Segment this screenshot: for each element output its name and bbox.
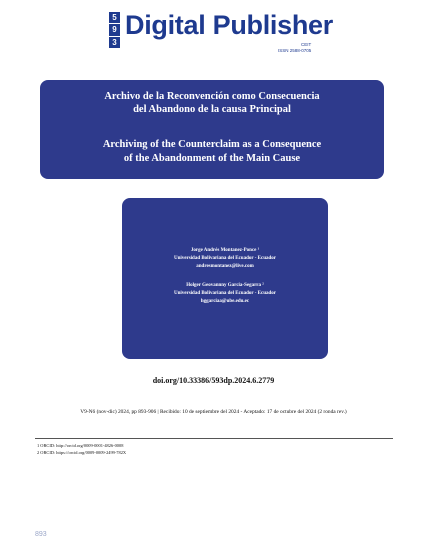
- doi-link[interactable]: doi.org/10.33386/593dp.2024.6.2779: [152, 376, 275, 385]
- logo-issn: ISSN 2588-0705: [278, 48, 312, 53]
- footnote-divider: [35, 438, 393, 439]
- page-number: 893: [35, 531, 47, 538]
- logo-mark-digit: 5: [109, 12, 120, 23]
- title-spanish-line-2: del Abandono de la causa Principal: [133, 104, 291, 115]
- author-2-name: Holger Geovannny Garcia-Segarra ²: [186, 283, 264, 288]
- title-box: [40, 80, 384, 179]
- footnote-1[interactable]: 1 ORCID: http://orcid.org/0009-0001-4826-0008: [37, 443, 124, 448]
- logo-ceit: CEIT: [301, 42, 312, 47]
- logo-mark-digit: 9: [109, 24, 120, 35]
- logo-name: Digital Publisher: [125, 10, 333, 40]
- received-info: V9-N6 (nov-dic) 2024, pp 893-906 | Recibido: 10 de septiembre del 2024 - Aceptado: 17 de octubre del 2024 (2 ronda rev.): [80, 409, 347, 415]
- title-english-line-2: of the Abandonment of the Main Cause: [123, 153, 301, 164]
- title-spanish-line-1: Archivo de la Reconvención como Consecuencia: [104, 91, 320, 102]
- author-1-email: andresmontanez@live.com: [196, 264, 254, 269]
- author-1-affiliation: Universidad Bolivariana del Ecuador - Ecuador: [173, 256, 276, 261]
- title-english-line-1: Archiving of the Counterclaim as a Consequence: [102, 139, 322, 150]
- footnote-2[interactable]: 2 ORCID: https://orcid.org/0009-0009-2499-782X: [37, 450, 127, 455]
- author-box: [122, 198, 328, 359]
- logo-mark: [109, 12, 120, 48]
- author-2-email: hggarciaa@ube.edu.ec: [200, 299, 250, 304]
- logo-mark-digit: 3: [109, 37, 120, 48]
- author-2-affiliation: Universidad Bolivariana del Ecuador - Ecuador: [173, 291, 276, 296]
- author-1-name: Jorge Andrés Montanez-Ponce ¹: [190, 248, 260, 253]
